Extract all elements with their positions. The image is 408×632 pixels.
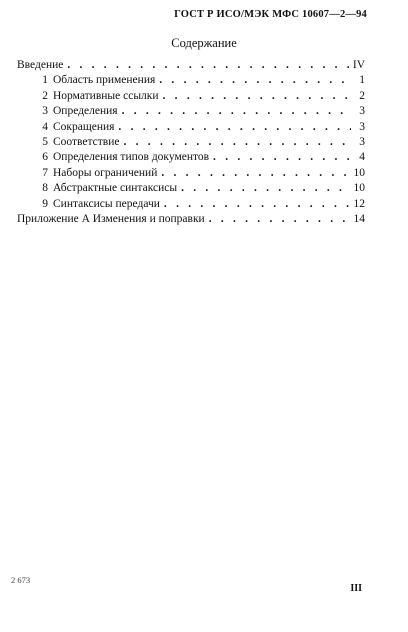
toc-item-label: Определения типов документов bbox=[53, 151, 210, 164]
toc-item-page: 12 bbox=[353, 197, 365, 210]
toc-item-number: 3 bbox=[42, 105, 48, 118]
toc-leader-dots bbox=[118, 120, 351, 135]
footer-print-code: 2 673 bbox=[11, 575, 31, 585]
toc-item-page: 4 bbox=[359, 151, 365, 164]
toc-item-appendix-a[interactable] bbox=[17, 212, 365, 227]
toc-item-label: Область применения bbox=[53, 74, 156, 87]
toc-item-page: 3 bbox=[359, 120, 365, 133]
toc-leader-dots bbox=[159, 73, 351, 88]
toc-item-definitions[interactable] bbox=[17, 104, 365, 119]
toc-leader-dots bbox=[163, 89, 351, 104]
toc-leader-dots bbox=[67, 58, 349, 73]
toc-item-number: 6 bbox=[42, 151, 48, 164]
toc-item-scope[interactable] bbox=[17, 73, 365, 88]
toc-item-transfer-syntaxes[interactable] bbox=[17, 197, 365, 212]
toc-item-number: 2 bbox=[42, 89, 48, 102]
toc-leader-dots bbox=[122, 104, 351, 119]
toc-item-page: 3 bbox=[359, 105, 365, 118]
toc-item-abbreviations[interactable] bbox=[17, 120, 365, 135]
toc-item-number: 8 bbox=[42, 182, 48, 195]
toc-item-label: Абстрактные синтаксисы bbox=[53, 182, 178, 195]
toc-leader-dots bbox=[161, 166, 349, 181]
toc-item-number: 7 bbox=[42, 166, 48, 179]
toc-item-page: 2 bbox=[359, 89, 365, 102]
toc-item-abstract-syntaxes[interactable] bbox=[17, 181, 365, 196]
toc-item-number: 1 bbox=[42, 74, 48, 87]
toc-item-label: Наборы ограничений bbox=[53, 166, 158, 179]
toc-item-label: Нормативные ссылки bbox=[53, 89, 159, 102]
toc-item-normative-references[interactable] bbox=[17, 89, 365, 104]
toc-item-label: Введение bbox=[17, 59, 64, 71]
document-header: ГОСТ Р ИСО/МЭК МФС 10607—2—94 bbox=[174, 9, 367, 20]
toc-item-page: 3 bbox=[359, 135, 365, 148]
toc-item-label: Синтаксисы передачи bbox=[53, 197, 160, 210]
toc-leader-dots bbox=[164, 197, 350, 212]
toc-leader-dots bbox=[213, 150, 351, 165]
toc-item-label: Сокращения bbox=[53, 120, 115, 133]
toc-item-page: 10 bbox=[353, 182, 365, 195]
toc-item-introduction[interactable] bbox=[17, 58, 365, 73]
toc-item-number: 9 bbox=[42, 197, 48, 210]
table-of-contents bbox=[17, 58, 365, 227]
toc-item-page: 10 bbox=[353, 166, 365, 179]
toc-item-page: 14 bbox=[353, 212, 365, 225]
toc-item-document-type-definitions[interactable] bbox=[17, 150, 365, 165]
toc-item-number: 5 bbox=[42, 135, 48, 148]
toc-item-label: Приложение А Изменения и поправки bbox=[17, 212, 205, 225]
toc-item-page: IV bbox=[352, 59, 365, 71]
toc-item-label: Соответствие bbox=[53, 135, 120, 148]
toc-item-label: Определения bbox=[53, 105, 118, 118]
toc-item-conformance[interactable] bbox=[17, 135, 365, 150]
toc-item-number: 4 bbox=[42, 120, 48, 133]
toc-leader-dots bbox=[124, 135, 352, 150]
toc-item-page: 1 bbox=[359, 74, 365, 87]
toc-leader-dots bbox=[209, 212, 350, 227]
toc-item-constraint-sets[interactable] bbox=[17, 166, 365, 181]
page-number: III bbox=[350, 583, 362, 594]
toc-title: Содержание bbox=[171, 36, 237, 50]
toc-leader-dots bbox=[181, 181, 349, 196]
